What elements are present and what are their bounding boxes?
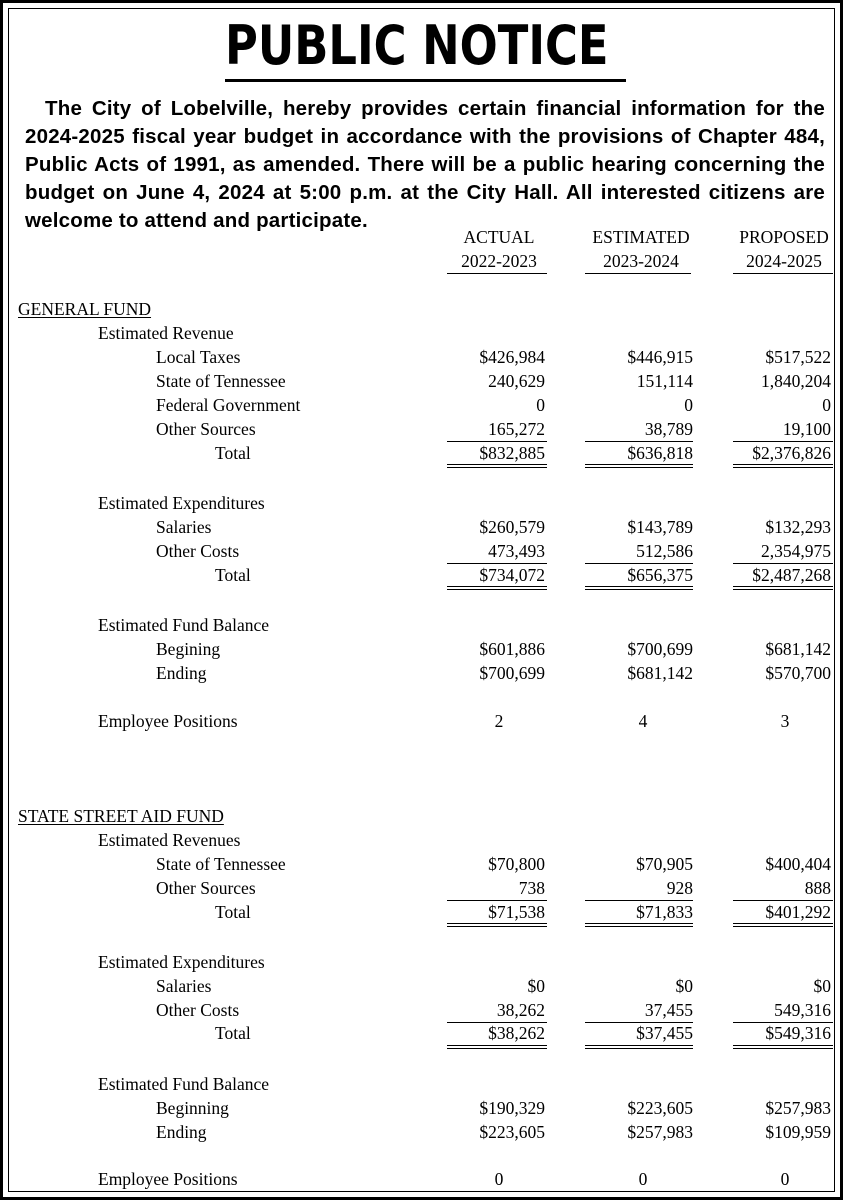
ssa-total-value: $401,292 [765,902,831,922]
total-double-rule [733,586,833,590]
ssa-row-label: Beginning [156,1098,229,1118]
ssa-row-value: $70,905 [636,854,693,874]
gf-row-value: $570,700 [765,663,831,683]
ssa-total-value: $71,833 [636,902,693,922]
gf-row-value: 165,272 [488,419,545,439]
ssa-row-value: $223,605 [627,1098,693,1118]
gf-employees-value: 2 [494,711,504,731]
gf-employees-label: Employee Positions [98,711,238,731]
gf-fund-balance-heading: Estimated Fund Balance [98,615,270,635]
gf-row-value: $446,915 [627,347,693,367]
ssa-row-value: $0 [527,976,545,996]
ssa-revenue-total-label: Total [215,902,251,922]
subtotal-rule [733,900,833,901]
gf-row-value: $700,699 [627,639,693,659]
subtotal-rule [447,563,547,564]
total-double-rule [585,586,693,590]
ssa-employees-value: 0 [494,1169,504,1189]
ssa-employees-label: Employee Positions [98,1169,238,1189]
gf-row-value: 240,629 [488,371,545,391]
gf-row-value: 512,586 [636,541,693,561]
gf-total-value: $734,072 [479,565,545,585]
total-double-rule [585,1045,693,1049]
ssa-row-value: 738 [518,878,545,898]
ssa-row-value: $190,329 [479,1098,545,1118]
total-double-rule [733,923,833,927]
gf-row-value: $260,579 [479,517,545,537]
ssa-row-label: State of Tennessee [156,854,286,874]
gf-row-value: $426,984 [479,347,545,367]
subtotal-rule [733,441,833,442]
gf-row-label: Salaries [156,517,212,537]
subtotal-rule [447,441,547,442]
total-double-rule [585,923,693,927]
total-double-rule [733,1045,833,1049]
gf-row-value: 38,789 [644,419,693,439]
ssa-row-value: $0 [675,976,693,996]
gf-row-label: Other Sources [156,419,256,439]
total-double-rule [447,1045,547,1049]
gf-row-value: 2,354,975 [761,541,831,561]
gf-row-value: $681,142 [627,663,693,683]
ssa-total-value: $37,455 [636,1023,693,1043]
col-header-rule [585,273,691,274]
title-underline [225,79,626,82]
ssa-row-value: $257,983 [627,1122,693,1142]
subtotal-rule [585,441,693,442]
gf-expenditures-total-label: Total [215,565,251,585]
gf-row-label: Other Costs [156,541,240,561]
gf-total-value: $832,885 [479,443,545,463]
total-double-rule [447,586,547,590]
ssa-row-value: $223,605 [479,1122,545,1142]
gf-employees-value: 3 [780,711,790,731]
gf-row-value: $700,699 [479,663,545,683]
gf-row-value: 19,100 [782,419,831,439]
gf-row-value: 0 [536,395,545,415]
gf-row-value: 151,114 [636,371,693,391]
col-header-estimated: ESTIMATED [592,227,690,247]
subtotal-rule [733,563,833,564]
gf-total-value: $656,375 [627,565,693,585]
gf-row-label: Ending [156,663,207,683]
col-header-rule [733,273,833,274]
ssa-row-label: Ending [156,1122,207,1142]
col-header-rule [447,273,547,274]
subtotal-rule [585,563,693,564]
gf-row-value: 0 [684,395,693,415]
subtotal-rule [447,900,547,901]
ssa-total-value: $71,538 [488,902,545,922]
ssa-row-label: Other Costs [156,1000,240,1020]
ssa-row-value: 549,316 [774,1000,831,1020]
ssa-expenditures-total-label: Total [215,1023,251,1043]
gf-row-value: $681,142 [765,639,831,659]
gf-row-label: State of Tennessee [156,371,286,391]
gf-total-value: $2,376,826 [752,443,831,463]
gf-row-value: $143,789 [627,517,693,537]
ssa-row-value: 37,455 [644,1000,693,1020]
ssa-row-label: Salaries [156,976,212,996]
ssa-employees-value: 0 [780,1169,790,1189]
gf-row-label: Local Taxes [156,347,241,367]
ssa-row-value: 888 [804,878,831,898]
gf-revenue-heading: Estimated Revenue [98,323,234,343]
ssa-row-value: $109,959 [765,1122,831,1142]
general-fund-heading: GENERAL FUND [18,299,152,319]
total-double-rule [733,464,833,468]
gf-row-value: $132,293 [765,517,831,537]
ssa-row-value: $257,983 [765,1098,831,1118]
ssa-employees-value: 0 [638,1169,648,1189]
notice-title: PUBLIC NOTICE [225,14,609,77]
ssa-row-value: 38,262 [496,1000,545,1020]
col-header-proposed-years: 2024-2025 [746,251,822,271]
gf-revenue-total-label: Total [215,443,251,463]
gf-row-label: Begining [156,639,221,659]
gf-row-value: 0 [822,395,831,415]
col-header-actual-years: 2022-2023 [461,251,537,271]
total-double-rule [447,923,547,927]
ssa-row-value: 928 [666,878,693,898]
ssa-fund-balance-heading: Estimated Fund Balance [98,1074,270,1094]
gf-total-value: $2,487,268 [752,565,831,585]
col-header-actual: ACTUAL [463,227,535,247]
total-double-rule [585,464,693,468]
gf-expenditures-heading: Estimated Expenditures [98,493,265,513]
intro-text: The City of Lobelville, hereby provides certain financial information for the 2024-2025 fiscal year budget in accordance with the provisions of Chapter 484, Public Acts of 1991, as amended. There will be a public hearing concerning the budget on June 4, 2024 at 5:00 p.m. at the City Hall. All interested citizens are welcome to attend and participate. [25,97,825,232]
ssa-row-value: $70,800 [488,854,545,874]
ssa-revenue-heading: Estimated Revenues [98,830,241,850]
gf-row-label: Federal Government [156,395,301,415]
gf-row-value: 1,840,204 [761,371,831,391]
ssa-total-value: $38,262 [488,1023,545,1043]
gf-total-value: $636,818 [627,443,693,463]
total-double-rule [447,464,547,468]
gf-row-value: $601,886 [479,639,545,659]
ssa-total-value: $549,316 [765,1023,831,1043]
col-header-estimated-years: 2023-2024 [603,251,679,271]
gf-row-value: 473,493 [488,541,545,561]
col-header-proposed: PROPOSED [739,227,829,247]
state-street-aid-fund-heading: STATE STREET AID FUND [18,806,224,826]
ssa-row-label: Other Sources [156,878,256,898]
subtotal-rule [585,900,693,901]
ssa-expenditures-heading: Estimated Expenditures [98,952,265,972]
gf-row-value: $517,522 [765,347,831,367]
ssa-row-value: $400,404 [765,854,831,874]
gf-employees-value: 4 [638,711,648,731]
intro-paragraph [25,95,825,235]
ssa-row-value: $0 [813,976,831,996]
